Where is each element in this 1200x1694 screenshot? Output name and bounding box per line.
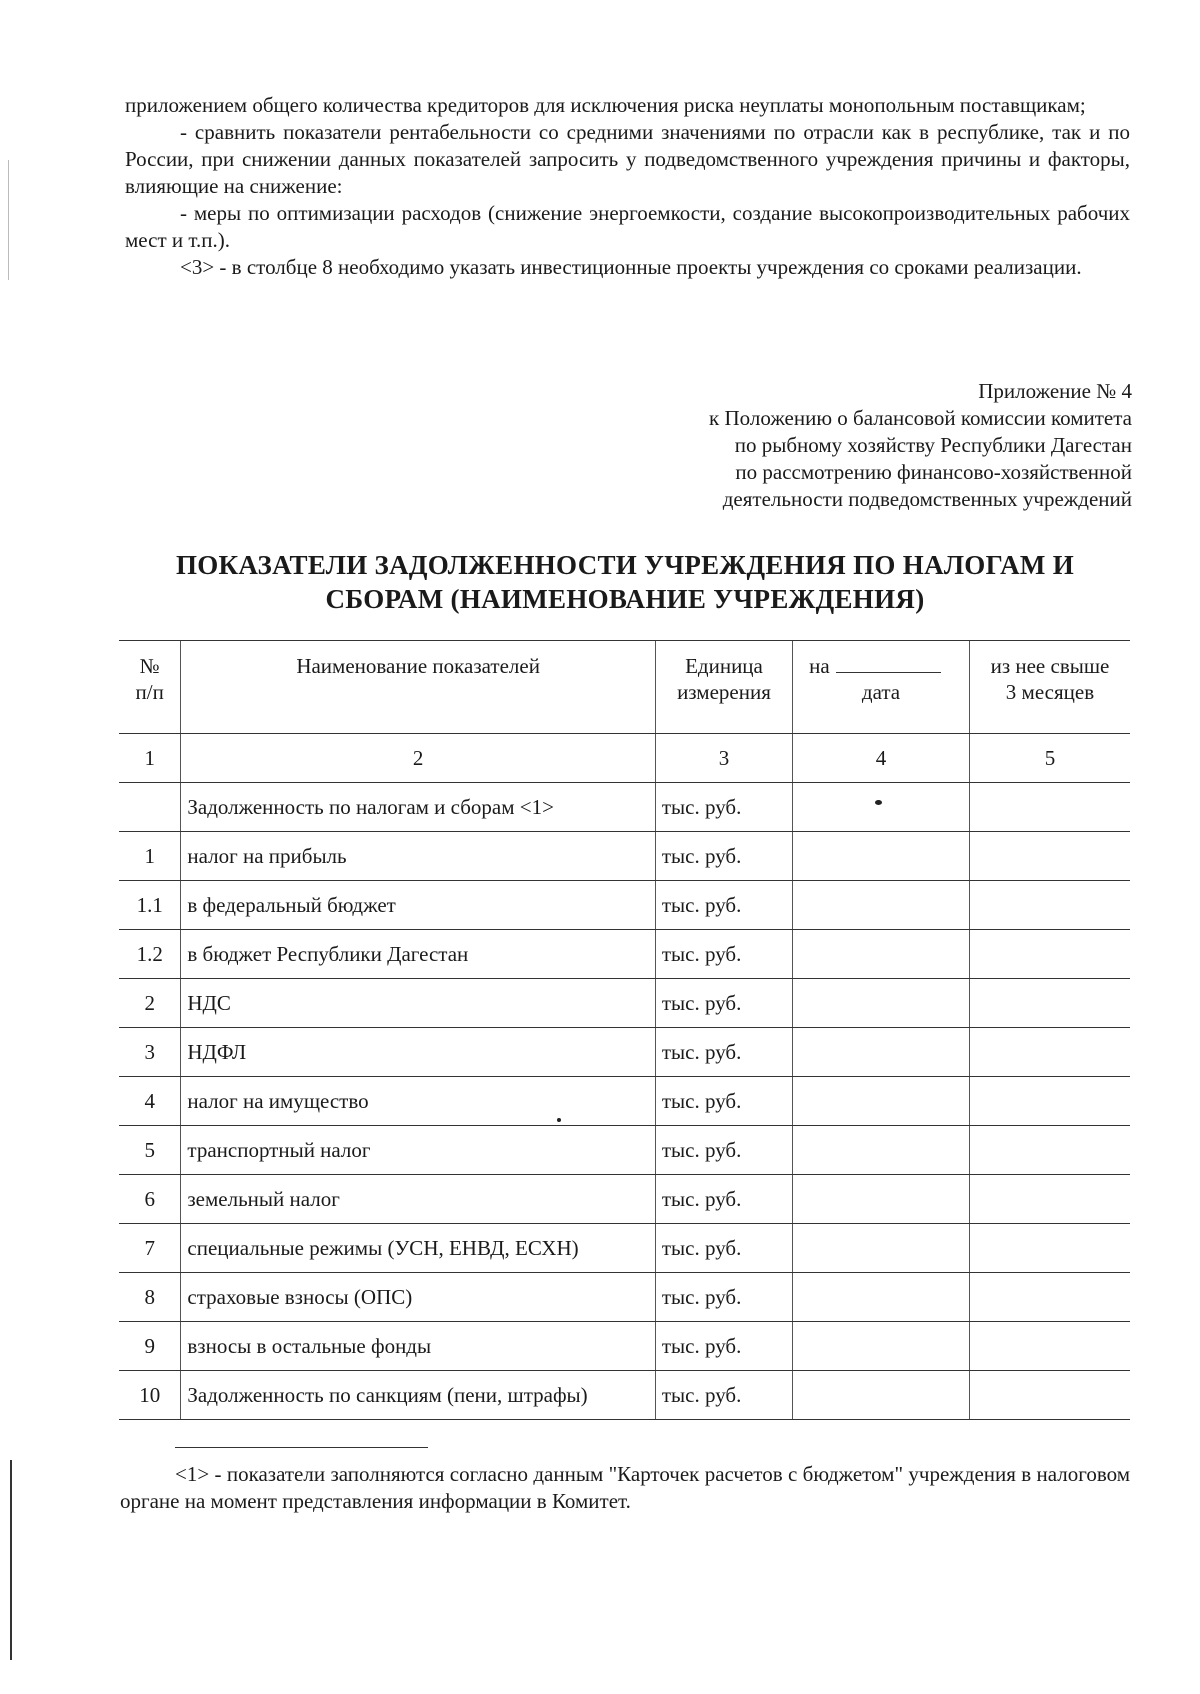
table-row [119,1077,1130,1126]
row-indicator-name: НДС [181,979,655,1028]
row-value-date [793,1273,970,1322]
footnote-text: <1> - показатели заполняются согласно данным "Карточек расчетов с бюджетом" учреждения в налоговом органе на момент представления информации в Комитет. [120,1462,1130,1513]
header-over-3-line-1: из нее свыше [990,654,1110,678]
row-indicator-name: НДФЛ [181,1028,655,1077]
row-unit: тыс. руб. [655,832,792,881]
table-header-row [119,641,1130,734]
intro-text [125,92,1130,281]
scan-margin-mark [8,160,9,280]
title-line-1: ПОКАЗАТЕЛИ ЗАДОЛЖЕННОСТИ УЧРЕЖДЕНИЯ ПО НАЛОГАМ И [175,550,1075,580]
row-value-date [793,1224,970,1273]
column-number-row [119,734,1130,783]
row-indicator-name: Задолженность по налогам и сборам <1> [181,783,655,832]
scan-speck [875,800,882,805]
row-number: 6 [119,1175,181,1224]
date-blank-line [836,654,941,673]
table-row [119,1224,1130,1273]
column-number: 5 [969,734,1130,783]
table-row [119,881,1130,930]
intro-paragraph-2: - сравнить показатели рентабельности со средними значениями по отрасли как в республике, так и по России, при снижении данных показателей запросить у подведомственного учреждения причины и факторы, влияющие на снижение: [125,120,1130,198]
row-unit: тыс. руб. [655,1322,792,1371]
row-indicator-name: налог на имущество [181,1077,655,1126]
header-date-prefix: на [809,654,830,678]
row-indicator-name: земельный налог [181,1175,655,1224]
table-row [119,1126,1130,1175]
appendix-line-2: к Положению о балансовой комиссии комитета [709,406,1132,430]
row-value-date [793,881,970,930]
header-number-symbol: № [139,654,160,678]
title-line-2: СБОРАМ (НАИМЕНОВАНИЕ УЧРЕЖДЕНИЯ) [325,584,925,614]
header-name: Наименование показателей [181,641,655,734]
row-number: 7 [119,1224,181,1273]
row-value-date [793,1322,970,1371]
footnote [120,1461,1130,1515]
header-over-3-line-2: 3 месяцев [1005,680,1095,704]
row-number: 10 [119,1371,181,1420]
row-unit: тыс. руб. [655,783,792,832]
row-value-over-3-months [969,832,1130,881]
row-number [119,783,181,832]
tax-debt-table [119,640,1130,1420]
row-indicator-name: Задолженность по санкциям (пени, штрафы) [181,1371,655,1420]
row-indicator-name: взносы в остальные фонды [181,1322,655,1371]
row-value-date [793,1077,970,1126]
table-row [119,1175,1130,1224]
row-indicator-name: налог на прибыль [181,832,655,881]
row-number: 9 [119,1322,181,1371]
row-unit: тыс. руб. [655,1224,792,1273]
table-row [119,1322,1130,1371]
row-indicator-name: транспортный налог [181,1126,655,1175]
row-unit: тыс. руб. [655,930,792,979]
document-title [120,548,1130,616]
row-unit: тыс. руб. [655,979,792,1028]
appendix-line-3: по рыбному хозяйству Республики Дагестан [734,433,1132,457]
header-number [119,641,181,734]
intro-paragraph-3: - меры по оптимизации расходов (снижение энергоемкости, создание высокопроизводительных рабочих мест и т.п.). [125,201,1130,252]
row-number: 8 [119,1273,181,1322]
row-unit: тыс. руб. [655,1126,792,1175]
header-date-line [799,653,963,679]
row-number: 3 [119,1028,181,1077]
header-number-label: п/п [135,680,164,704]
appendix-line-5: деятельности подведомственных учреждений [722,487,1132,511]
row-value-over-3-months [969,1126,1130,1175]
row-value-over-3-months [969,930,1130,979]
table-row [119,979,1130,1028]
row-value-date [793,930,970,979]
row-unit: тыс. руб. [655,881,792,930]
table-row [119,783,1130,832]
row-value-date [793,1175,970,1224]
row-value-date [793,832,970,881]
row-unit: тыс. руб. [655,1077,792,1126]
table-row [119,1371,1130,1420]
row-value-over-3-months [969,1273,1130,1322]
header-unit-line-2: измерения [677,680,771,704]
row-unit: тыс. руб. [655,1371,792,1420]
row-number: 1.1 [119,881,181,930]
intro-paragraph-4: <3> - в столбце 8 необходимо указать инвестиционные проекты учреждения со сроками реализации. [180,255,1082,279]
row-indicator-name: специальные режимы (УСН, ЕНВД, ЕСХН) [181,1224,655,1273]
appendix-line-4: по рассмотрению финансово-хозяйственной [735,460,1132,484]
row-indicator-name: страховые взносы (ОПС) [181,1273,655,1322]
row-number: 2 [119,979,181,1028]
row-value-over-3-months [969,1322,1130,1371]
row-value-over-3-months [969,1175,1130,1224]
scan-margin-mark [10,1460,12,1660]
table-row [119,1273,1130,1322]
header-unit [655,641,792,734]
appendix-line-1: Приложение № 4 [978,379,1132,403]
row-number: 5 [119,1126,181,1175]
table-row [119,930,1130,979]
column-number: 2 [181,734,655,783]
column-number: 3 [655,734,792,783]
row-number: 4 [119,1077,181,1126]
table-row [119,832,1130,881]
row-value-date [793,783,970,832]
row-value-date [793,979,970,1028]
row-value-over-3-months [969,1028,1130,1077]
row-indicator-name: в бюджет Республики Дагестан [181,930,655,979]
appendix-header [709,378,1132,513]
header-over-3-months [969,641,1130,734]
row-unit: тыс. руб. [655,1273,792,1322]
column-number: 1 [119,734,181,783]
header-date-label: дата [861,680,901,704]
row-value-over-3-months [969,1371,1130,1420]
table-row [119,1028,1130,1077]
row-value-over-3-months [969,1077,1130,1126]
scan-speck [557,1118,561,1122]
row-value-date [793,1126,970,1175]
header-unit-line-1: Единица [685,654,763,678]
row-indicator-name: в федеральный бюджет [181,881,655,930]
column-number: 4 [793,734,970,783]
row-unit: тыс. руб. [655,1175,792,1224]
row-number: 1.2 [119,930,181,979]
row-value-over-3-months [969,783,1130,832]
intro-paragraph-1: приложением общего количества кредиторов для исключения риска неуплаты монопольным поставщикам; [125,93,1086,117]
row-value-over-3-months [969,1224,1130,1273]
row-unit: тыс. руб. [655,1028,792,1077]
row-value-date [793,1028,970,1077]
header-date [793,641,970,734]
row-value-date [793,1371,970,1420]
row-number: 1 [119,832,181,881]
row-value-over-3-months [969,881,1130,930]
row-value-over-3-months [969,979,1130,1028]
footnote-separator [175,1447,428,1448]
